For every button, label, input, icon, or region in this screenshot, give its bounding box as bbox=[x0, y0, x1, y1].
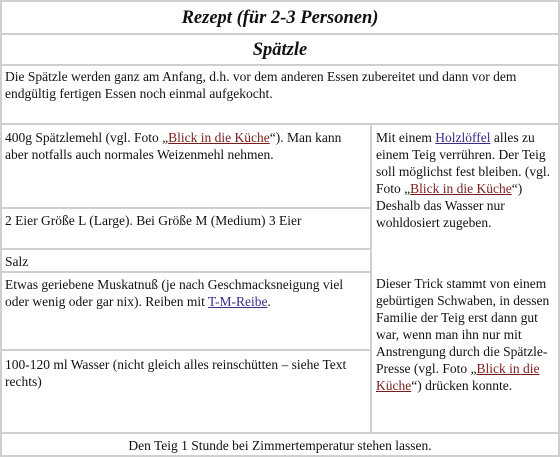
nutmeg-text-before: Etwas geriebene Muskatnuß (je nach Geschmacksneigung viel oder wenig oder gar nix). Reiben mit bbox=[5, 277, 344, 309]
ingredient-flour bbox=[1, 124, 371, 208]
water-text: 100-120 ml Wasser (nicht gleich alles reinschütten – siehe Text rechts) bbox=[5, 357, 347, 389]
link-blick-in-die-kueche-2[interactable]: Blick in die Küche bbox=[410, 181, 512, 196]
intro-paragraph bbox=[1, 65, 559, 124]
salt-text: Salz bbox=[5, 254, 29, 269]
link-holzloeffel[interactable]: Holzlöffel bbox=[435, 130, 491, 145]
ingredient-nutmeg bbox=[1, 272, 371, 350]
link-t-m-reibe[interactable]: T-M-Reibe bbox=[207, 294, 268, 309]
dish-title-text: Spätzle bbox=[252, 40, 308, 60]
link-blick-in-die-kueche-3[interactable]: Blick in die Küche bbox=[376, 361, 540, 393]
dish-title bbox=[1, 34, 559, 65]
ingredient-salt bbox=[1, 249, 371, 272]
recipe-title-text: Rezept (für 2-3 Personen) bbox=[181, 8, 379, 28]
instruction-1-before: Mit einem bbox=[376, 130, 436, 145]
link-blick-in-die-kueche[interactable]: Blick in die Küche bbox=[168, 130, 270, 145]
instruction-1-after: “) Deshalb das Wasser nur wohldosiert zugeben. bbox=[376, 181, 523, 230]
flour-text-after: “). Man kann aber notfalls auch normales Weizenmehl nehmen. bbox=[5, 130, 342, 162]
instruction-2-before: Dieser Trick stammt von einem gebürtigen Schwaben, in dessen Familie der Teig erst dann gut war, wenn man ihn nur mit Anstrengung durch die Spätzle-Presse (vgl. Foto „ bbox=[376, 276, 550, 376]
ingredient-water bbox=[1, 350, 371, 433]
footer-text: Den Teig 1 Stunde bei Zimmertemperatur stehen lassen. bbox=[128, 438, 432, 453]
instruction-paragraph-1 bbox=[376, 129, 554, 231]
footer-note bbox=[1, 433, 559, 456]
instruction-1-middle: alles zu einem Teig verrühren. Der Teig soll möglichst fest bleiben. (vgl. Foto „ bbox=[376, 130, 550, 196]
eggs-text: 2 Eier Größe L (Large). Bei Größe M (Medium) 3 Eier bbox=[5, 213, 302, 228]
ingredient-eggs bbox=[1, 208, 371, 249]
flour-text-before: 400g Spätzlemehl (vgl. Foto „ bbox=[5, 130, 169, 145]
instruction-2-after: “) drücken konnte. bbox=[411, 378, 513, 393]
instructions-cell bbox=[371, 124, 559, 433]
nutmeg-text-after: . bbox=[267, 294, 271, 309]
intro-text: Die Spätzle werden ganz am Anfang, d.h. vor dem anderen Essen zubereitet und dann vor dem endgültig fertigen Essen noch einmal aufgekocht. bbox=[5, 69, 517, 101]
instruction-paragraph-2 bbox=[376, 275, 554, 394]
recipe-title bbox=[1, 1, 559, 34]
